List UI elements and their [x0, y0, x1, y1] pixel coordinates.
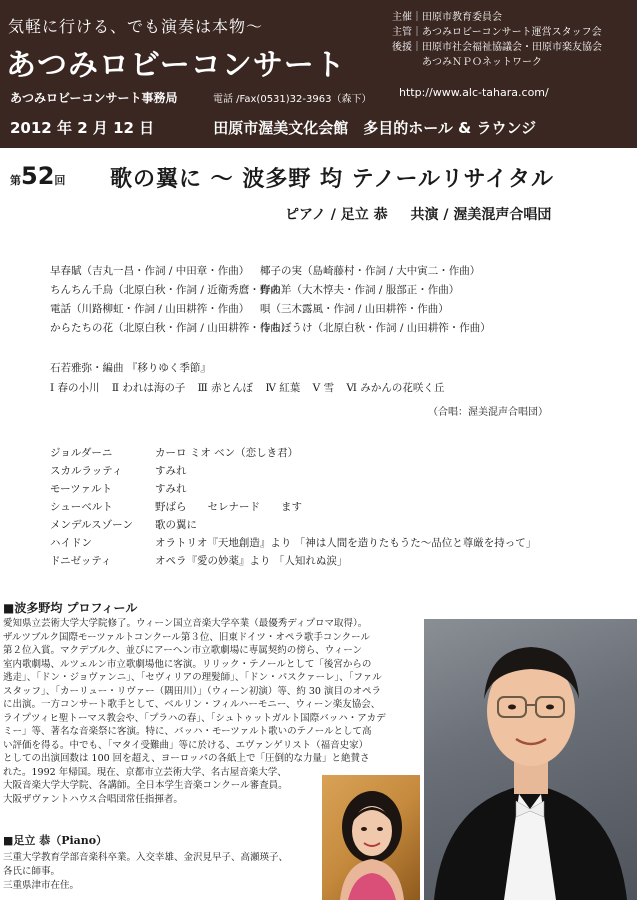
arrangement-title: 石若雅弥・編曲 『移りゆく季節』	[50, 362, 211, 374]
contact-phone: 電話 /Fax(0531)32-3963（森下）	[213, 94, 372, 105]
composer-row	[50, 444, 536, 462]
profile-line: ザルツブルク国際モーツァルトコンクール第３位、旧東ドイツ・オペラ歌手コンクール	[3, 631, 370, 643]
profile-line: 第２位入賞。マクデブルク、並びにアーヘン市立歌劇場に専属契約の傍ら、ウィーン	[3, 645, 363, 656]
profile-line: 室内歌劇場、ルツェルン市立歌劇場他に客演。リリック・テノールとして「後宮からの	[3, 658, 372, 670]
profile-line: スタッフ」、「カーリュー・リヴァー（隅田川）」（ウィーン初演）等、約 30 演目のオペラ	[3, 685, 381, 697]
composer-row	[50, 516, 536, 534]
performers	[285, 204, 569, 224]
edition-number	[10, 162, 65, 190]
event-venue: 田原市渥美文化会館 多目的ホール & ラウンジ	[213, 119, 537, 137]
header-banner	[0, 0, 637, 148]
profile-line: 逃走」、「ドン・ジョヴァンニ」、「セヴィリアの理髪師」、「ドン・パスクァーレ」、「ファル	[3, 672, 382, 683]
website-url: http://www.alc-tahara.com/	[399, 86, 549, 99]
movement-list	[50, 378, 453, 398]
tagline: 気軽に行ける、でも演奏は本物〜	[8, 17, 264, 36]
profile-line: 大阪音楽大学大学院、各講師。全日本学生音楽コンクール審査員。	[3, 780, 288, 791]
profile-line: 愛知県立芸術大学大学院修了。ウィーン国立音楽大学卒業（最優秀ディプロマ取得）。	[3, 618, 368, 629]
composer-work: オペラ『愛の妙薬』より 「人知れぬ涙」	[155, 555, 348, 567]
movement-item: Ⅰ 春の小川	[50, 382, 100, 394]
composer-work: オラトリオ『天地創造』より 「神は人間を造りたもうた〜品位と尊厳を持って」	[155, 537, 537, 549]
song-item: 早春賦（吉丸一昌・作詞 / 中田章・作曲）	[50, 265, 250, 277]
edition-value: 52	[21, 162, 55, 190]
composer-row	[50, 480, 536, 498]
song-item: 唄（三木露風・作詞 / 山田耕筰・作曲）	[260, 303, 449, 315]
movement-item: Ⅳ 紅葉	[265, 382, 301, 394]
organizers-list	[392, 10, 602, 70]
composer-work: 野ばら セレナード ます	[155, 501, 302, 513]
edition-suffix: 回	[54, 174, 66, 187]
organizer-line: 主催｜田原市教育委員会	[392, 12, 502, 23]
composer-row	[50, 462, 536, 480]
profile-line: ライプツィヒ聖トーマス教会や、「プラハの春」、「シュトゥットガルト国際バッハ・アカデ	[3, 712, 386, 724]
composer-name: ドニゼッティ	[50, 555, 112, 567]
composer-work: すみれ	[155, 483, 187, 495]
composer-name: ジョルダーニ	[50, 447, 113, 459]
composer-row	[50, 534, 536, 552]
pianist-text	[3, 851, 288, 893]
composer-name: シューベルト	[50, 501, 113, 513]
song-row	[50, 262, 491, 281]
composer-name: スカルラッティ	[50, 465, 123, 477]
movement-item: Ⅵ みかんの花咲く丘	[346, 382, 445, 394]
song-row	[50, 319, 491, 338]
office-name: あつみロビーコンサート事務局	[10, 91, 178, 105]
concert-title: 歌の翼に 〜 波多野 均 テノールリサイタル	[110, 166, 555, 192]
event-date: 2012 年 2 月 12 日	[10, 119, 155, 137]
song-row	[50, 300, 491, 319]
song-list	[50, 262, 491, 338]
song-item: 電話（川路柳虹・作詞 / 山田耕筰・作曲）	[50, 303, 250, 315]
song-item: ちんちん千鳥（北原白秋・作詞 / 近衛秀麿・作曲）	[50, 284, 292, 296]
song-item: からたちの花（北原白秋・作詞 / 山田耕筰・作曲）	[50, 322, 292, 334]
song-item: 椰子の実（島崎藤村・作詞 / 大中寅二・作曲）	[260, 265, 481, 277]
profile-line: ミー」等、著名な音楽祭に客演。特に、バッハ・モーツァルト歌いのテノールとして高	[3, 726, 372, 737]
composer-row	[50, 498, 536, 516]
movement-item: Ⅴ 雪	[312, 382, 335, 394]
composer-row	[50, 552, 536, 570]
profile-line: 大阪ザヴァントハウス合唱団常任指揮者。	[3, 793, 183, 805]
pianist-heading: ■足立 恭（Piano）	[3, 834, 108, 847]
movement-item: Ⅱ われは海の子	[111, 382, 186, 394]
song-row	[50, 281, 491, 300]
organizer-line: 後援｜田原市社会福祉協議会・田原市楽友協会	[392, 42, 602, 53]
chorus-credit: 共演 / 渥美混声合唱団	[410, 207, 552, 223]
pianist-credit: ピアノ / 足立 恭	[285, 207, 388, 223]
composer-name: モーツァルト	[50, 483, 113, 495]
song-item: 待ちぼうけ（北原白秋・作詞 / 山田耕筰・作曲）	[260, 322, 491, 334]
profile-line: い評価を得る。中でも、「マタイ受難曲」等に於ける、エヴァンゲリスト（福音史家）	[3, 739, 369, 751]
tenor-photo	[424, 619, 637, 900]
composer-work: すみれ	[155, 465, 187, 477]
pianist-line: 三重県津市在住。	[3, 880, 80, 891]
edition-prefix: 第	[10, 174, 21, 187]
pianist-line: 各氏に師事。	[3, 866, 61, 877]
pianist-photo	[322, 775, 420, 900]
song-item: 野の羊（大木惇夫・作詞 / 服部正・作曲）	[260, 284, 460, 296]
organizer-line: 主管｜あつみロビーコンサート運営スタッフ会	[392, 27, 602, 38]
composer-work: カーロ ミオ ベン（恋しき君）	[155, 447, 299, 459]
composer-name: ハイドン	[50, 537, 92, 549]
organizer-line: あつみＮＰＯネットワーク	[422, 57, 542, 68]
event-info	[10, 117, 536, 138]
pianist-line: 三重大学教育学部音楽科卒業。入交幸雄、金沢見早子、高瀬瑛子、	[3, 852, 289, 863]
profile-heading: ■波多野均 プロフィール	[3, 601, 138, 615]
composer-list	[50, 444, 536, 570]
profile-line: としての出演回数は 100 回を超え、ヨーロッパの各紙上で「圧倒的な力量」と絶賛さ	[3, 753, 370, 764]
chorus-note: （合唱：渥美混声合唱団）	[428, 407, 548, 418]
arrangement-section	[50, 358, 453, 398]
composer-work: 歌の翼に	[155, 519, 197, 531]
series-title: あつみロビーコンサート	[6, 48, 346, 83]
composer-name: メンデルスゾーン	[50, 519, 133, 531]
movement-item: Ⅲ 赤とんぼ	[197, 382, 254, 394]
profile-line: れた。1992 年帰国。現在、京都市立芸術大学、名古屋音楽大学、	[3, 766, 287, 778]
profile-line: に出演。一方コンサート歌手として、ベルリン・フィルハーモニー、ウィーン楽友協会、	[3, 699, 381, 710]
